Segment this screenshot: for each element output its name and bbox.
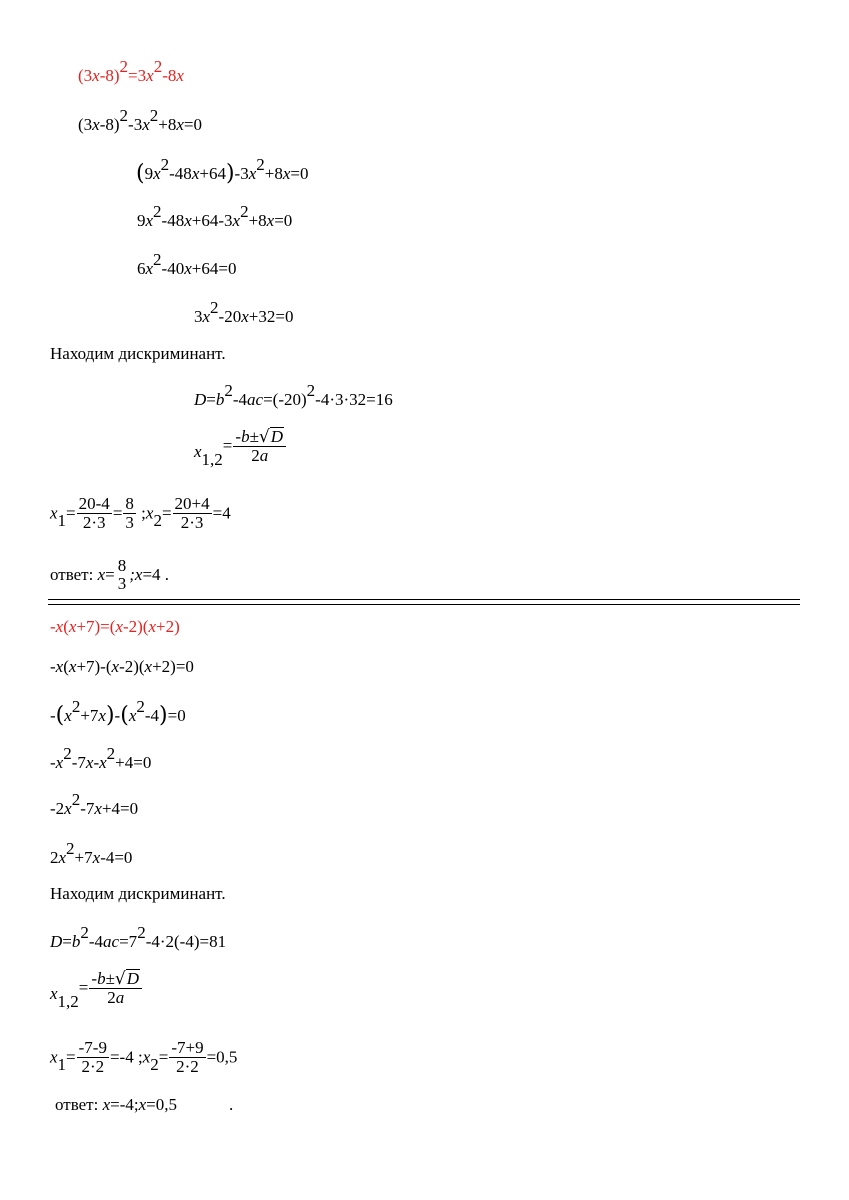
roots-fraction: $\frac{-b\pm√D}{2a}$ [233, 427, 286, 465]
problem2-roots-formula: x1,2= $\frac{-b\pm√D}{2a}$ [50, 970, 143, 1008]
problem2-step-1: -x(x+7)-(x-2)(x+2)=0 [50, 657, 194, 676]
problem1-answer: ответ: x= 8 3 ;x=4 . [50, 556, 170, 593]
problem2-solutions: x1= $\frac{-7-9}{2\cdot 2}$ =-4 ;x2= $\frac{-7+9}{2\cdot 2}$ =0,5 [50, 1038, 238, 1076]
problem1-discriminant-heading: Находим дискриминант. [50, 344, 226, 363]
section-divider [48, 599, 800, 605]
problem1-roots-formula: x1,2= $\frac{-b\pm√D}{2a}$ [194, 428, 287, 466]
problem2-discriminant: D=b2-4ac=72-4·2(-4)=81 [50, 923, 227, 951]
problem1-step-4: 6x2-40x+64=0 [137, 250, 237, 278]
problem2-answer: ответ: x=-4;x=0,5 . [55, 1095, 234, 1114]
problem1-solutions: x1= $\frac{20-4}{2\cdot 3}$ = $\frac{8}{3}$ ;x2= $\frac{20+4}{2\cdot 3}$ =4 [50, 494, 231, 532]
problem2-step-2: -(x2+7x)-(x2-4)=0 [50, 697, 186, 728]
problem1-discriminant: D=b2-4ac=(-20)2-4·3·32=16 [194, 381, 393, 409]
problem2-step-3: -x2-7x-x2+4=0 [50, 744, 152, 772]
problem2-equation: -x(x+7)=(x-2)(x+2) [50, 617, 180, 636]
problem1-step-1: (3x-8)2-3x2+8x=0 [78, 106, 202, 134]
problem2-discriminant-heading: Находим дискриминант. [50, 884, 226, 903]
problem1-equation: (3x-8)2=3x2-8x [78, 57, 184, 85]
problem1-step-2: (9x2-48x+64)-3x2+8x=0 [136, 155, 309, 186]
problem2-step-4: -2x2-7x+4=0 [50, 790, 139, 818]
roots-fraction: $\frac{-b\pm√D}{2a}$ [89, 969, 142, 1007]
problem1-step-5: 3x2-20x+32=0 [194, 298, 294, 326]
problem1-step-3: 9x2-48x+64-3x2+8x=0 [137, 202, 293, 230]
problem2-step-5: 2x2+7x-4=0 [50, 839, 133, 867]
